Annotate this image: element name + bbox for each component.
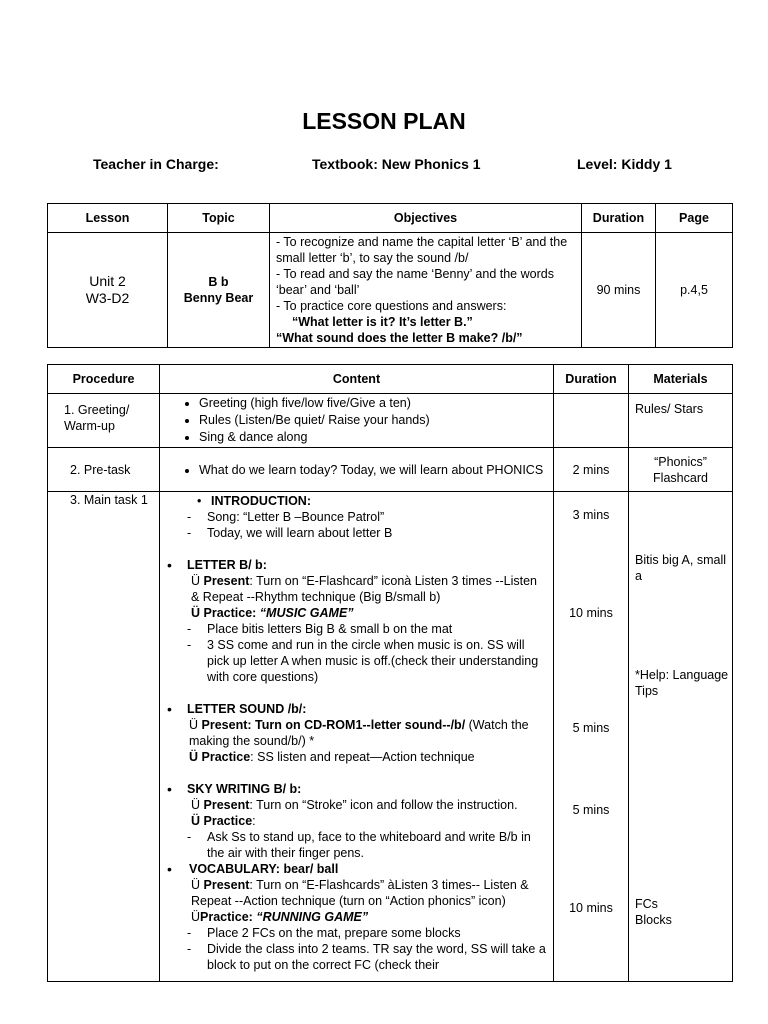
duration-cell: [554, 492, 629, 982]
sound-present: Ü Present: Turn on CD-ROM1--letter sound--/b/ (Watch the making the sound/b/) * Ü Practice: SS listen and repeat—Action technique: [189, 718, 529, 764]
duration-value: 10 mins: [569, 606, 613, 620]
duration-value: 10 mins: [569, 901, 613, 915]
procedure-cell: 2. Pre-task: [48, 448, 160, 492]
procedure-cell: 3. Main task 1: [48, 492, 160, 982]
vocabulary-section: [161, 861, 552, 877]
topic-letter: B b: [208, 275, 229, 289]
sound-section: [161, 701, 552, 717]
letter-section: [161, 557, 552, 573]
col-header-procedure: Procedure: [48, 365, 160, 394]
table-header-row: [48, 204, 733, 233]
col-header-objectives: Objectives: [270, 204, 582, 233]
table-row: [48, 492, 733, 982]
teacher-label: Teacher in Charge:: [93, 156, 219, 172]
letter-present: Ü Present: Turn on “E-Flashcard” iconà Listen 3 times --Listen & Repeat --Rhythm technique (Big B/small b) Ü Practice: “MUSIC GAME”: [191, 574, 537, 620]
section-heading: • LETTER B/ b:: [187, 558, 267, 572]
vocab-present: Ü Present: Turn on “E-Flashcards” àListen 3 times-- Listen & Repeat --Action technique (turn on “Action phonics” icon) ÜPractice: “RUNNING GAME”: [191, 878, 529, 924]
duration-cell: 2 mins: [554, 448, 629, 492]
col-header-duration: Duration: [554, 365, 629, 394]
table-row: [48, 233, 733, 348]
lesson-cell: [48, 233, 168, 348]
list-item: - Song: “Letter B –Bounce Patrol”: [161, 509, 552, 525]
col-header-content: Content: [160, 365, 554, 394]
col-header-page: Page: [656, 204, 733, 233]
page-cell: p.4,5: [656, 233, 733, 348]
sky-writing-section: [161, 781, 552, 797]
lesson-week-day: W3-D2: [85, 290, 130, 306]
intro-heading: • INTRODUCTION:: [197, 494, 311, 508]
lesson-overview-table: [47, 203, 733, 348]
materials-cell: “Phonics” Flashcard: [629, 448, 733, 492]
objective-item: - To recognize and name the capital letter ‘B’ and the small letter ‘b’, to say the sound /b/: [276, 235, 568, 265]
objective-item: - To read and say the name ‘Benny’ and the words ‘bear’ and ‘ball’: [276, 267, 554, 297]
material-item: Bitis big A, small a: [635, 553, 727, 583]
table-row: [48, 448, 733, 492]
list-item: - Place 2 FCs on the mat, prepare some blocks: [161, 925, 546, 941]
page-title: LESSON PLAN: [302, 108, 466, 134]
material-item: Blocks: [635, 913, 672, 927]
material-item: FCs: [635, 897, 658, 911]
list-item: - Ask Ss to stand up, face to the whiteboard and write B/b in the air with their finger pens.: [161, 829, 546, 861]
section-heading: • LETTER SOUND /b/:: [187, 702, 307, 716]
list-item: - Divide the class into 2 teams. TR say the word, SS will take a block to put on the correct FC (check their: [161, 941, 546, 973]
materials-cell: [629, 492, 733, 982]
procedure-table: [47, 364, 733, 982]
objective-question-2: “What sound does the letter B make? /b/”: [276, 331, 523, 345]
list-item: - 3 SS come and run in the circle when music is on. SS will pick up letter A when music is off.(check their understanding with core questions): [161, 637, 546, 685]
duration-value: 3 mins: [572, 508, 610, 522]
section-heading: • VOCABULARY: bear/ ball: [189, 862, 339, 876]
level-label: Level: Kiddy 1: [577, 156, 672, 172]
topic-cell: [168, 233, 270, 348]
list-item: • Greeting (high five/low five/Give a ten): [199, 395, 552, 412]
content-cell: [160, 448, 554, 492]
sky-present: Ü Present: Turn on “Stroke” icon and follow the instruction. Ü Practice:: [191, 798, 518, 828]
topic-name: Benny Bear: [183, 291, 254, 305]
list-item: • Rules (Listen/Be quiet/ Raise your hands): [199, 412, 552, 429]
objective-question-1: “What letter is it? It’s letter B.”: [292, 315, 473, 329]
col-header-duration: Duration: [582, 204, 656, 233]
duration-value: 5 mins: [572, 721, 610, 735]
list-item: - Place bitis letters Big B & small b on the mat: [161, 621, 546, 637]
duration-value: 5 mins: [572, 803, 610, 817]
col-header-lesson: Lesson: [48, 204, 168, 233]
content-cell: [160, 394, 554, 448]
duration-cell: [554, 394, 629, 448]
lesson-unit: Unit 2: [89, 273, 126, 289]
objectives-cell: [270, 233, 582, 348]
table-row: [48, 394, 733, 448]
section-heading: • SKY WRITING B/ b:: [187, 782, 302, 796]
procedure-cell: 1. Greeting/ Warm-up: [48, 394, 160, 448]
col-header-materials: Materials: [629, 365, 733, 394]
duration-cell: 90 mins: [582, 233, 656, 348]
material-item: *Help: Language Tips: [635, 668, 729, 698]
list-item: - Today, we will learn about letter B: [161, 525, 552, 541]
table-header-row: [48, 365, 733, 394]
list-item: • Sing & dance along: [199, 429, 552, 446]
textbook-label: Textbook: New Phonics 1: [312, 156, 481, 172]
col-header-topic: Topic: [168, 204, 270, 233]
list-item: • What do we learn today? Today, we will learn about PHONICS: [199, 462, 552, 478]
materials-cell: Rules/ Stars: [629, 394, 733, 448]
content-cell: [160, 492, 554, 982]
objective-item: - To practice core questions and answers:: [276, 299, 507, 313]
